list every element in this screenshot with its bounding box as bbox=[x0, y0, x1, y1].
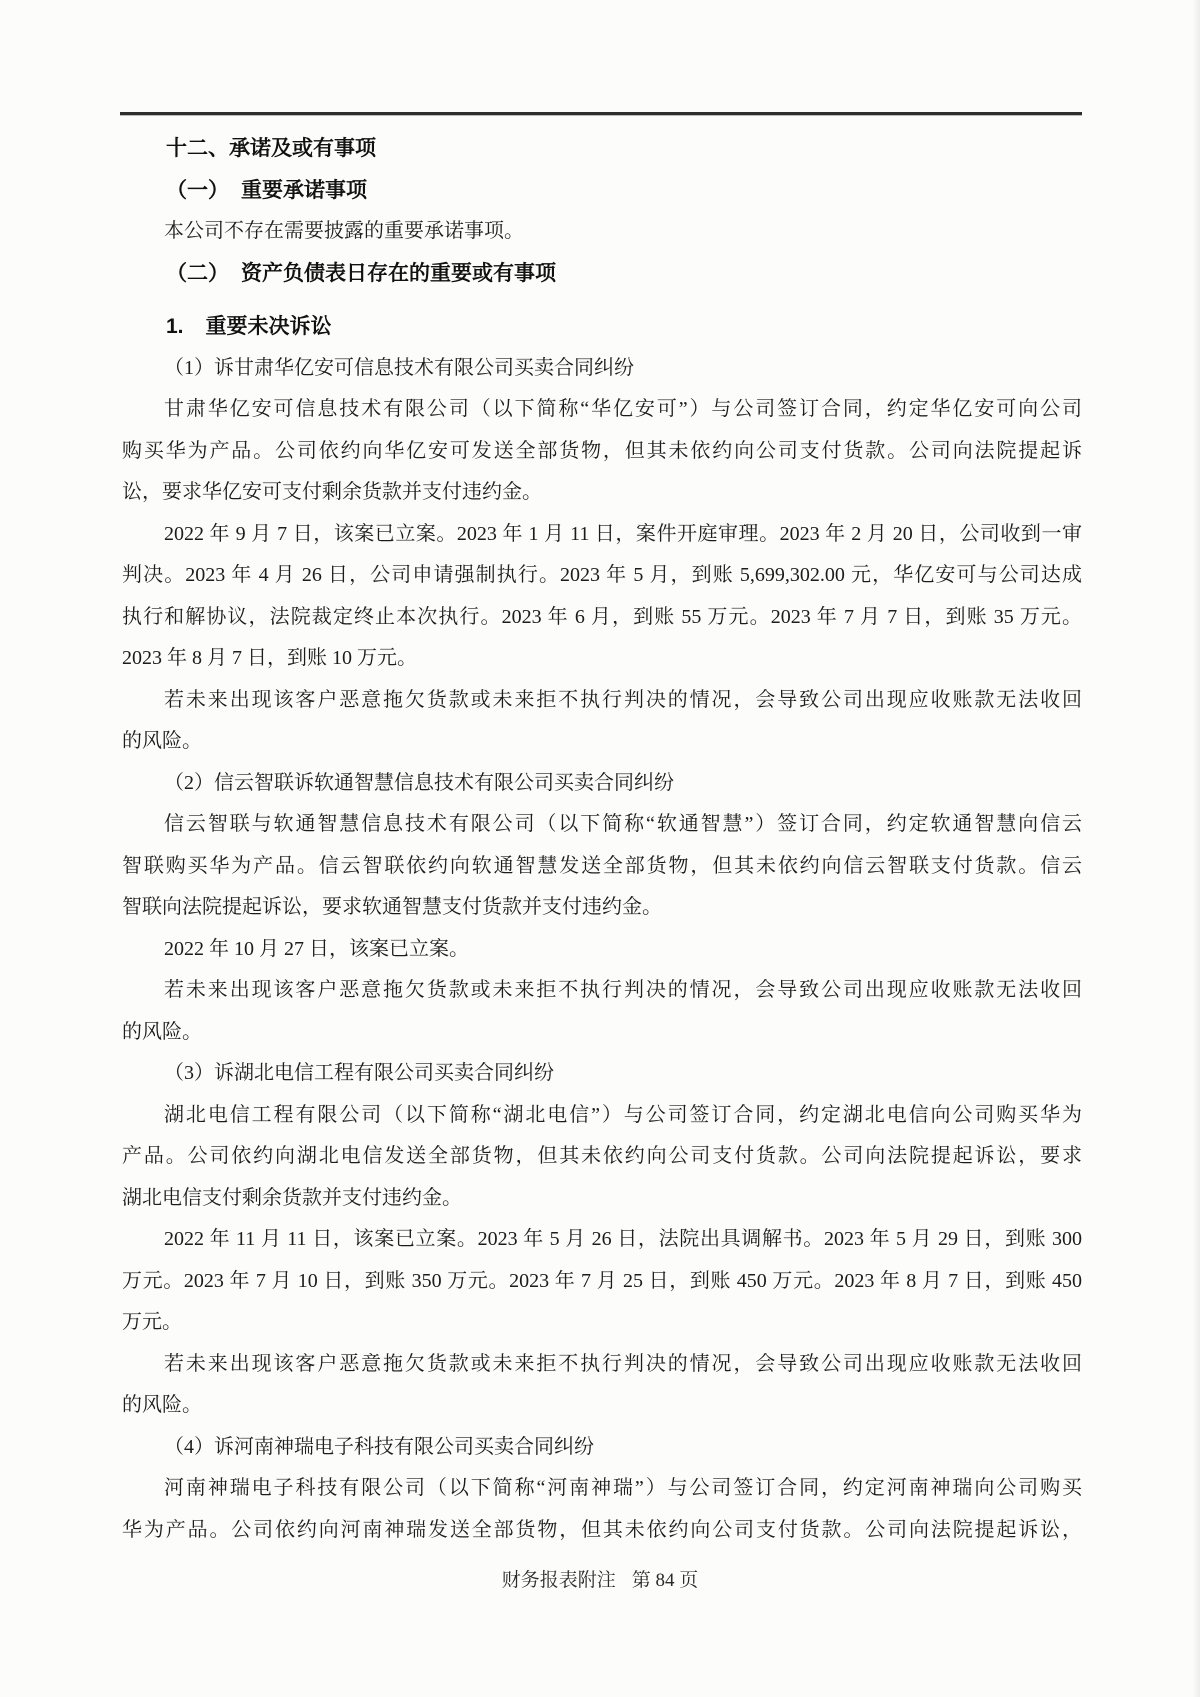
paragraph-line: 智联向法院提起诉讼，要求软通智慧支付货款并支付违约金。 bbox=[122, 896, 662, 918]
subsection-heading bbox=[122, 170, 1082, 212]
paragraph-line: 产品。公司依约向湖北电信发送全部货物，但其未依约向公司支付货款。公司向法院提起诉讼，要求 bbox=[122, 1145, 1082, 1167]
subsection-title: 重要承诺事项 bbox=[241, 178, 367, 202]
case-title: （4）诉河南神瑞电子科技有限公司买卖合同纠纷 bbox=[164, 1435, 594, 1458]
paragraph-line: 若未来出现该客户恶意拖欠货款或未来拒不执行判决的情况，会导致公司出现应收账款无法收回 bbox=[164, 979, 1082, 1001]
section-heading: 十二、承诺及或有事项 bbox=[166, 137, 376, 160]
paragraph-line: 2022 年 11 月 11 日，该案已立案。2023 年 5 月 26 日，法院出具调解书。2023 年 5 月 29 日，到账 300 bbox=[164, 1228, 1082, 1250]
page-footer bbox=[0, 1560, 1200, 1602]
paragraph-line: 湖北电信工程有限公司（以下简称“湖北电信”）与公司签订合同，约定湖北电信向公司购买华为 bbox=[164, 1103, 1082, 1126]
subsection-number: （一） bbox=[166, 178, 229, 202]
paragraph-line: 若未来出现该客户恶意拖欠货款或未来拒不执行判决的情况，会导致公司出现应收账款无法收回 bbox=[164, 688, 1082, 711]
case-title: （1）诉甘肃华亿安可信息技术有限公司买卖合同纠纷 bbox=[164, 356, 634, 379]
paragraph-line: 的风险。 bbox=[122, 1394, 202, 1416]
paragraph-line: 甘肃华亿安可信息技术有限公司（以下简称“华亿安可”）与公司签订合同，约定华亿安可向公司 bbox=[164, 398, 1082, 420]
paragraph-line: 华为产品。公司依约向河南神瑞发送全部货物，但其未依约向公司支付货款。公司向法院提起诉讼， bbox=[122, 1518, 1082, 1541]
paragraph-line: 本公司不存在需要披露的重要承诺事项。 bbox=[164, 220, 524, 242]
paragraph-line: 2023 年 8 月 7 日，到账 10 万元。 bbox=[122, 647, 417, 669]
paragraph-line: 湖北电信支付剩余货款并支付违约金。 bbox=[122, 1186, 462, 1209]
paragraph-line: 2022 年 9 月 7 日，该案已立案。2023 年 1 月 11 日，案件开庭审理。2023 年 2 月 20 日，公司收到一审 bbox=[164, 522, 1082, 545]
paragraph-line: 智联购买华为产品。信云智联依约向软通智慧发送全部货物，但其未依约向信云智联支付货款。信云 bbox=[122, 854, 1082, 877]
paragraph-line: 的风险。 bbox=[122, 730, 202, 752]
case-title: （2）信云智联诉软通智慧信息技术有限公司买卖合同纠纷 bbox=[164, 771, 674, 794]
heading-title: 重要未决诉讼 bbox=[205, 315, 332, 338]
paragraph-line: 执行和解协议，法院裁定终止本次执行。2023 年 6 月，到账 55 万元。2023 年 7 月 7 日，到账 35 万元。 bbox=[122, 605, 1082, 628]
paragraph-line: 若未来出现该客户恶意拖欠货款或未来拒不执行判决的情况，会导致公司出现应收账款无法收回 bbox=[164, 1352, 1082, 1375]
footer-page-number: 第 84 页 bbox=[631, 1570, 699, 1591]
paragraph-line: 的风险。 bbox=[122, 1020, 202, 1043]
case-title: （3）诉湖北电信工程有限公司买卖合同纠纷 bbox=[164, 1062, 554, 1084]
paragraph-line: 讼，要求华亿安可支付剩余货款并支付违约金。 bbox=[122, 481, 542, 503]
paragraph-line: 万元。 bbox=[122, 1311, 182, 1333]
paragraph-line: 购买华为产品。公司依约向华亿安可发送全部货物，但其未依约向公司支付货款。公司向法院提起诉 bbox=[122, 439, 1082, 462]
scan-edge-shadow bbox=[1192, 0, 1200, 1697]
paragraph-line: 判决。2023 年 4 月 26 日，公司申请强制执行。2023 年 5 月，到账 5,699,302.00 元，华亿安可与公司达成 bbox=[122, 564, 1082, 586]
heading-number: 1. bbox=[166, 315, 184, 338]
subsection-number: （二） bbox=[166, 261, 229, 285]
paragraph-line: 万元。2023 年 7 月 10 日，到账 350 万元。2023 年 7 月 25 日，到账 450 万元。2023 年 8 月 7 日，到账 450 bbox=[122, 1269, 1082, 1292]
subsection-title: 资产负债表日存在的重要或有事项 bbox=[241, 261, 556, 285]
subsection-heading bbox=[122, 253, 1082, 295]
document-content bbox=[122, 128, 1082, 1551]
paragraph-line: 信云智联与软通智慧信息技术有限公司（以下简称“软通智慧”）签订合同，约定软通智慧向信云 bbox=[164, 813, 1082, 835]
header-rule bbox=[120, 112, 1082, 116]
paragraph-line: 河南神瑞电子科技有限公司（以下简称“河南神瑞”）与公司签订合同，约定河南神瑞向公司购买 bbox=[164, 1477, 1082, 1499]
paragraph-line: 2022 年 10 月 27 日，该案已立案。 bbox=[164, 937, 469, 960]
footer-label: 财务报表附注 bbox=[501, 1570, 616, 1591]
numbered-heading bbox=[122, 306, 1082, 348]
